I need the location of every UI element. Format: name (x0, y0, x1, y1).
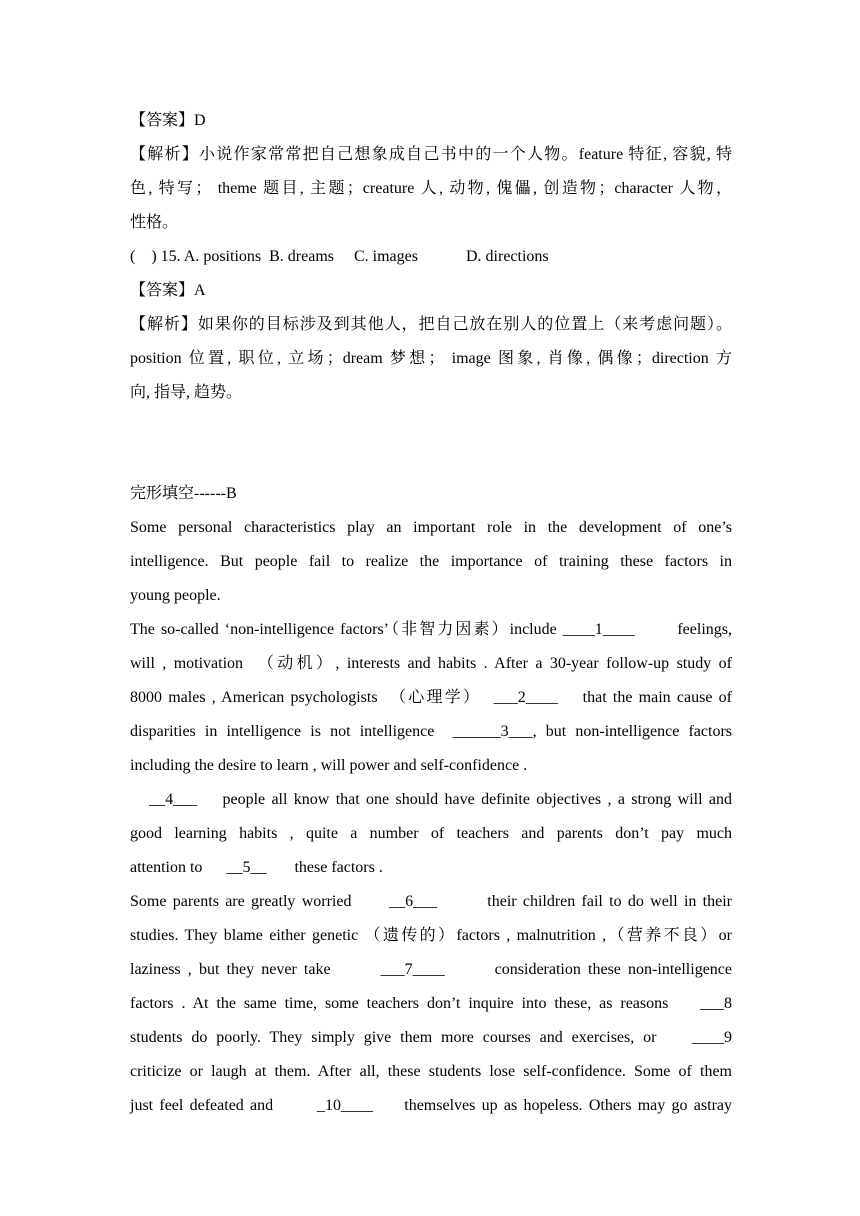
cloze-text: laziness , but they never take (130, 961, 381, 978)
cloze-blank: __6___ (389, 893, 438, 910)
cloze-line (130, 653, 732, 675)
cloze-text: criticize or laugh at them. After all, these students lose self-confidence. Some of them (130, 1063, 732, 1080)
cloze-line (130, 619, 732, 641)
q14-analysis-line-1: 【解析】小说作家常常把自己想象成自己书中的一个人物。feature 特征, 容貌, 特 (130, 146, 732, 163)
cloze-text: that the main cause of (557, 689, 733, 706)
cloze-line (130, 823, 732, 845)
cloze-text: these factors . (266, 859, 383, 876)
cloze-text: intelligence. But people fail to realize the importance of training these factors in (130, 553, 732, 570)
cloze-text: factors . At the same time, some teachers don’t inquire into these, as reasons (130, 995, 700, 1012)
cloze-blank: ______3___ (452, 723, 533, 740)
cloze-title: 完形填空------B (130, 485, 237, 502)
q15-analysis-line-3: 向, 指导, 趋势。 (130, 384, 243, 401)
cloze-blank: ___2____ (493, 689, 558, 706)
cloze-text: including the desire to learn , will power and self-confidence . (130, 757, 528, 774)
cloze-text (130, 791, 149, 808)
q15-question: ( ) 15. A. positions B. dreams C. images D. directions (130, 248, 549, 265)
cloze-text: studies. They blame either genetic （遗传的）factors , malnutrition ,（营养不良）or (130, 927, 732, 944)
cloze-line (130, 551, 732, 573)
q14-answer: 【答案】D (130, 112, 206, 129)
cloze-line (130, 517, 732, 539)
cloze-text: disparities in intelligence is not intelligence (130, 723, 453, 740)
cloze-text: consideration these non-intelligence (444, 961, 733, 978)
q14-analysis-line-2: 色, 特写； theme 题目, 主题；creature 人, 动物, 傀儡, 创造物；character 人物， (130, 180, 732, 197)
cloze-line (130, 1027, 732, 1049)
q15-analysis-line-2: position 位置, 职位, 立场；dream 梦想； image 图象, 肖像, 偶像；direction 方 (130, 350, 732, 367)
cloze-text: will , motivation （动机）, interests and habits . After a 30-year follow-up study of (130, 655, 732, 672)
q15-answer: 【答案】A (130, 282, 206, 299)
cloze-line (130, 857, 732, 879)
cloze-line (130, 959, 732, 981)
cloze-line (130, 687, 732, 709)
cloze-blank: __5__ (226, 859, 267, 876)
q15-analysis-line-1: 【解析】如果你的目标涉及到其他人，把自己放在别人的位置上（来考虑问题）。 (130, 316, 732, 333)
cloze-text: students do poorly. They simply give them more courses and exercises, or (130, 1029, 692, 1046)
cloze-line (130, 721, 732, 743)
cloze-blank: ___7____ (380, 961, 445, 978)
cloze-text: , but non-intelligence factors (532, 723, 733, 740)
cloze-line (130, 1095, 732, 1117)
cloze-blank: _10____ (316, 1097, 373, 1114)
cloze-text: attention to (130, 859, 227, 876)
cloze-text: 8000 males , American psychologists （心理学） (130, 689, 494, 706)
cloze-blank: ____9 (692, 1029, 732, 1046)
cloze-line (130, 1061, 732, 1083)
cloze-text: feelings, (634, 621, 732, 638)
cloze-text: good learning habits , quite a number of teachers and parents don’t pay much (130, 825, 732, 842)
cloze-line (130, 755, 732, 777)
cloze-blank: __4___ (149, 791, 198, 808)
cloze-line (130, 925, 732, 947)
cloze-text: Some parents are greatly worried (130, 893, 390, 910)
cloze-blank: ___8 (700, 995, 732, 1012)
cloze-text: themselves up as hopeless. Others may go astray (372, 1097, 733, 1114)
cloze-blank: ____1____ (562, 621, 635, 638)
cloze-text: people all know that one should have definite objectives , a strong will and (197, 791, 733, 808)
cloze-line (130, 993, 732, 1015)
cloze-line (130, 891, 732, 913)
cloze-text: young people. (130, 587, 221, 604)
cloze-line (130, 585, 732, 607)
q14-analysis-line-3: 性格。 (130, 214, 179, 231)
cloze-text: their children fail to do well in their (437, 893, 733, 910)
cloze-text: The so-called ‘non-intelligence factors’（非智力因素）include (130, 621, 563, 638)
cloze-text: Some personal characteristics play an important role in the development of one’s (130, 519, 732, 536)
cloze-text: just feel defeated and (130, 1097, 317, 1114)
cloze-line (130, 789, 732, 811)
